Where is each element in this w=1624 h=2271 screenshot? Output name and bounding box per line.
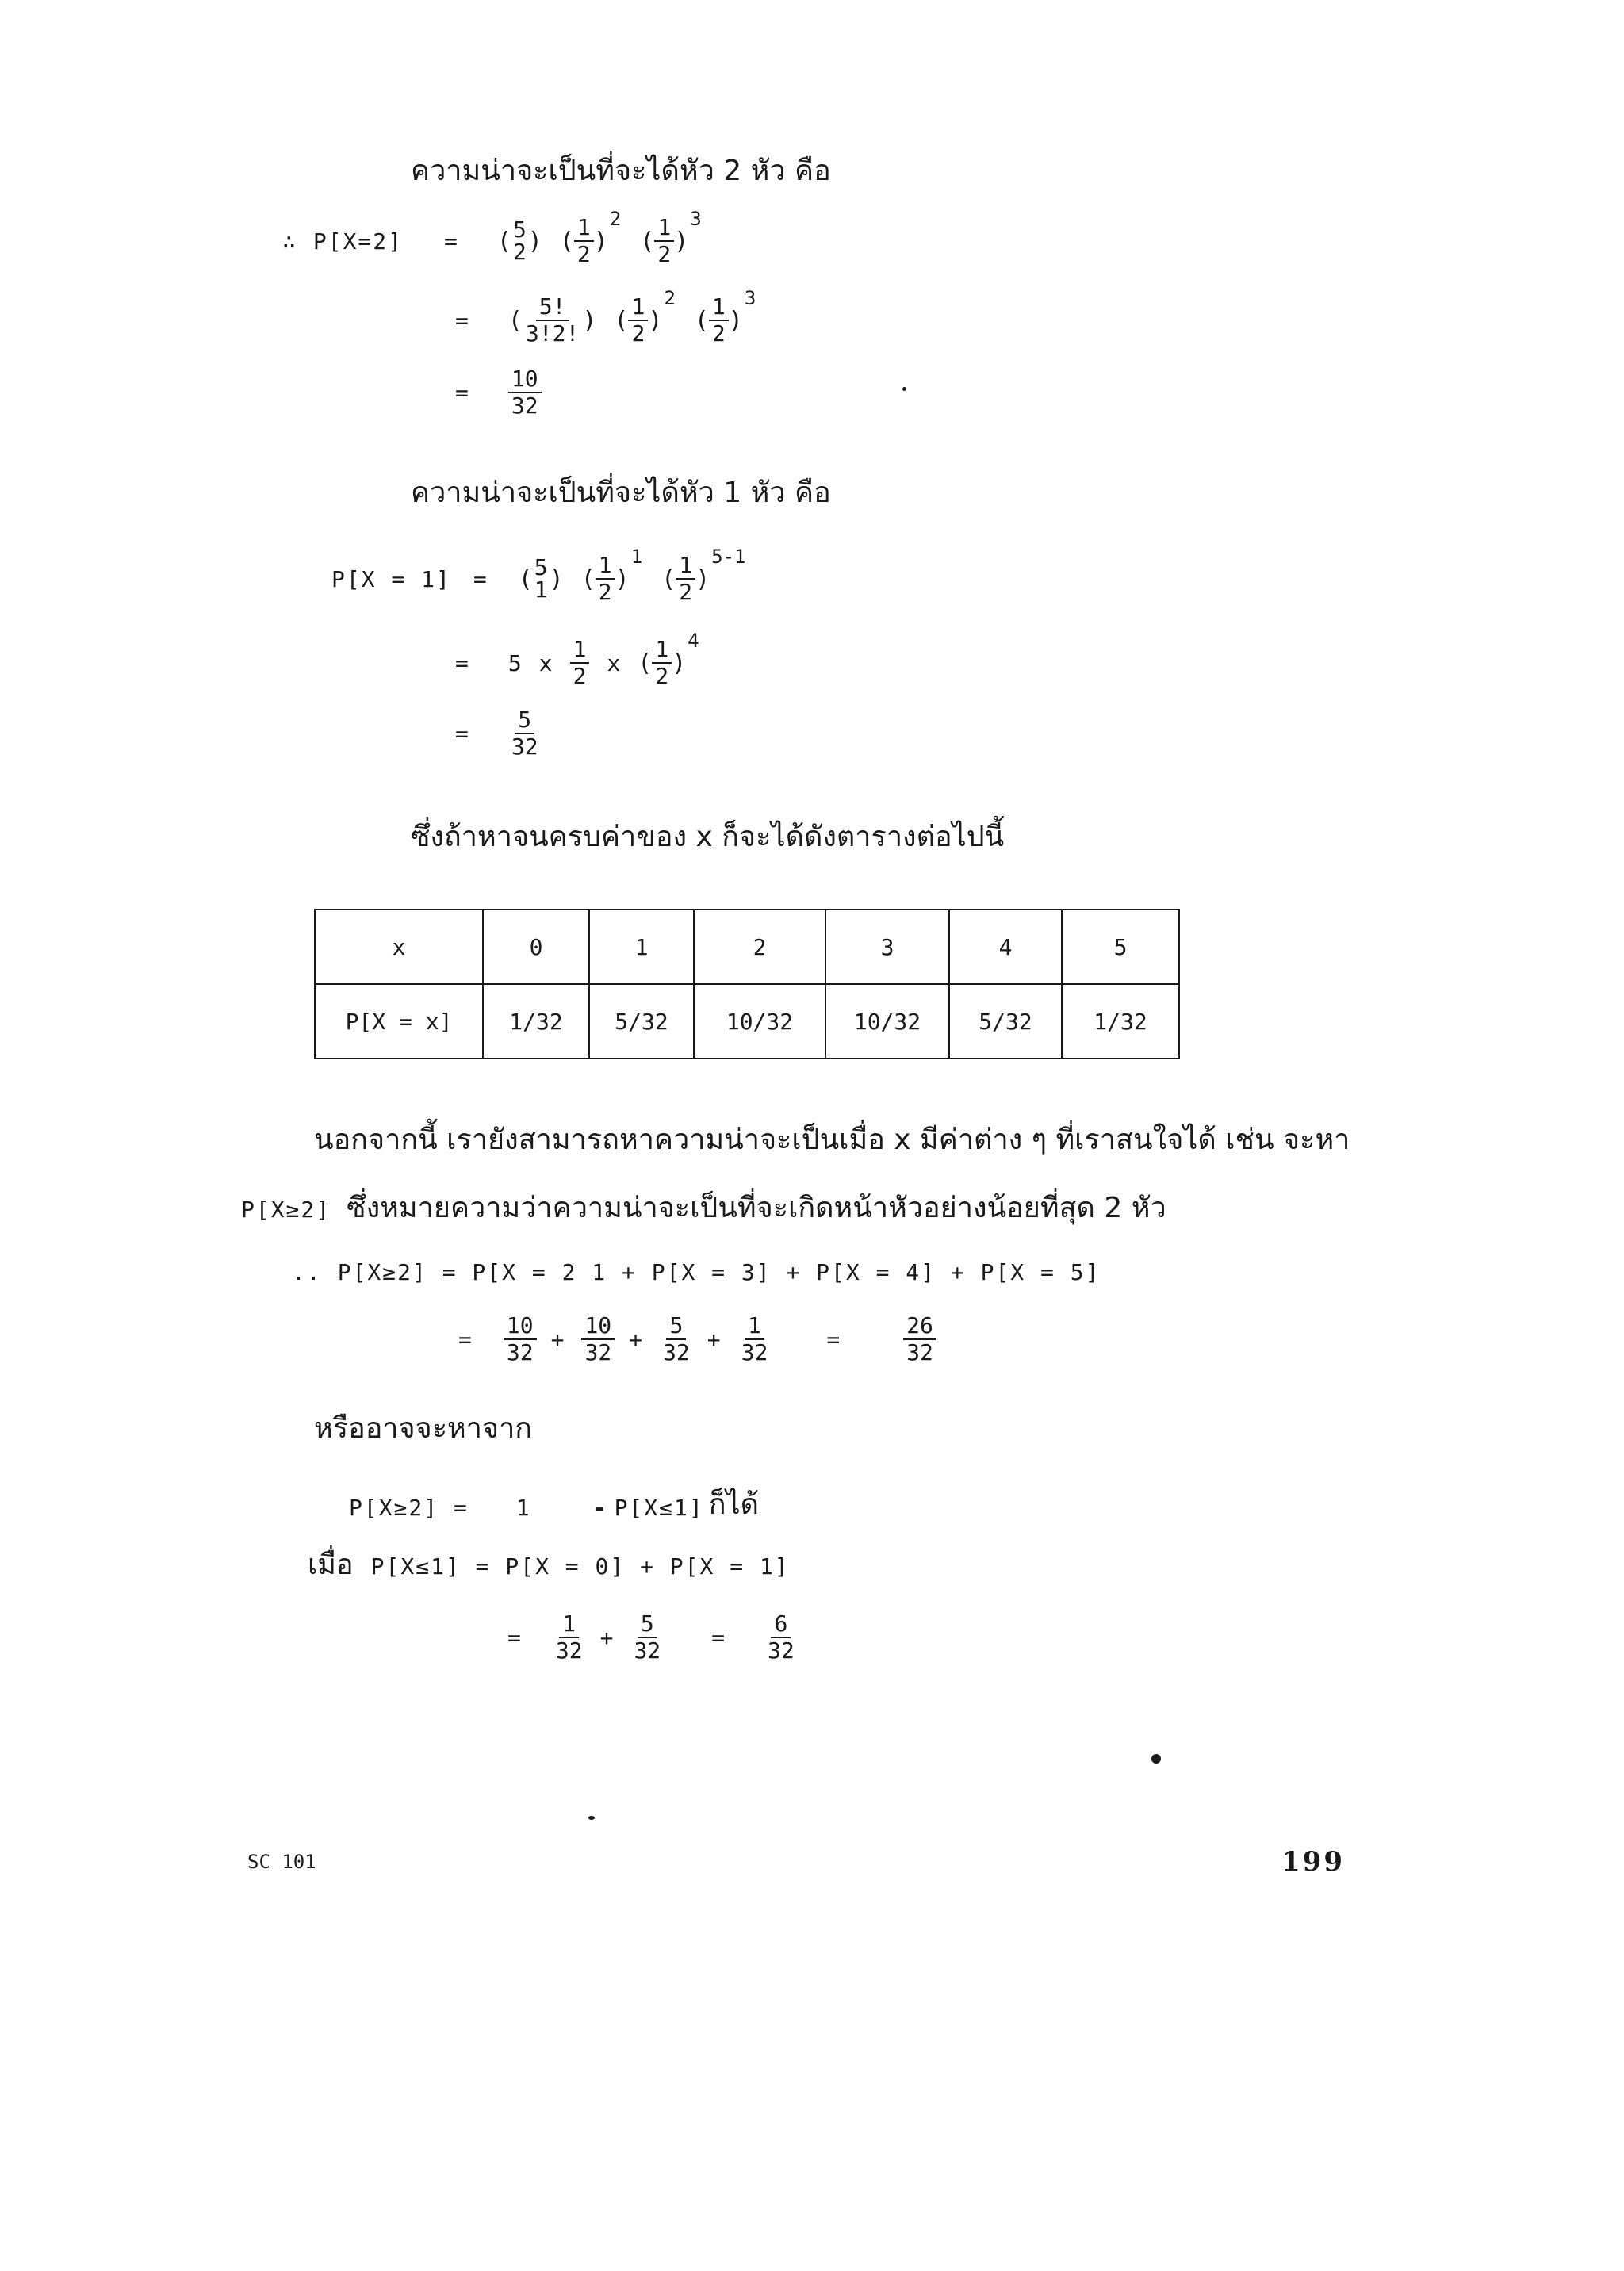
table-cell: 5/32 xyxy=(589,984,694,1059)
table-cell: 10/32 xyxy=(694,984,825,1059)
table-cell: 4 xyxy=(949,910,1062,984)
eq-sign: = xyxy=(444,228,458,255)
binomial-coefficient: 5 2 xyxy=(512,216,527,265)
text-line-heads-1: ความน่าจะเป็นที่จะได้หัว 1 หัว คือ xyxy=(411,477,831,509)
fraction: $\frac{5}{32}$ xyxy=(663,1312,690,1365)
fraction: $\frac{1}{32}$ xyxy=(741,1312,768,1365)
fraction-half: $\frac{1}{2}$ xyxy=(652,638,672,687)
fraction: $\frac{10}{32}$ xyxy=(504,1315,537,1364)
table-cell: 1/32 xyxy=(1062,984,1179,1059)
binomial-coefficient: 5 1 xyxy=(534,554,548,603)
equation-result-5-32: = $\frac{5}{32}$ xyxy=(455,709,542,758)
paragraph-line-2: P[X≥2] ซึ่งหมายความว่าความน่าจะเป็นที่จะเกิดหน้าหัวอย่างน้อยที่สุด 2 หัว xyxy=(241,1192,1166,1224)
scan-speck xyxy=(588,1816,595,1820)
fraction-half: $\frac{1}{2}$ xyxy=(570,638,590,687)
table-cell: 1 xyxy=(589,910,694,984)
equation-p-x-2: ∴ P[X=2] = ( 5 2 ) ( $\frac{1}{2}$ )2( $\frac{1}{2}$ )3 xyxy=(282,208,702,267)
fraction-half: $\frac{1}{2}$ xyxy=(596,554,615,603)
fraction-half: $\frac{1}{2}$ xyxy=(654,216,674,266)
equation-p-x-1: P[X = 1] = ( 5 1 ) ( $\frac{1}{2}$ )1( $\frac{1}{2}$ )5-1 xyxy=(331,546,746,605)
fraction-result: $\frac{5}{32}$ xyxy=(511,707,538,760)
table-cell: 5 xyxy=(1062,910,1179,984)
eq-lhs: P[X=2] xyxy=(312,228,404,255)
fraction-half: $\frac{1}{2}$ xyxy=(676,554,695,603)
scan-speck xyxy=(902,387,906,391)
equation-complement-result: = $\frac{1}{32}$ + $\frac{5}{32}$ = $\frac{6}{32}$ xyxy=(508,1613,798,1662)
probability-table xyxy=(314,909,1180,1059)
equation-expanded: = 5 x $\frac{1}{2}$ x ( $\frac{1}{2}$ )4 xyxy=(455,630,699,689)
fraction-half: $\frac{1}{2}$ xyxy=(628,296,648,345)
page-number: 199 xyxy=(1281,1846,1345,1878)
table-cell: 10/32 xyxy=(825,984,949,1059)
table-row xyxy=(315,910,1179,984)
fraction-half: $\frac{1}{2}$ xyxy=(574,216,594,266)
fraction: $\frac{5}{32}$ xyxy=(634,1610,661,1664)
fraction-half: $\frac{1}{2}$ xyxy=(709,296,729,345)
equation-where: เมื่อ P[X≤1] = P[X = 0] + P[X = 1] xyxy=(308,1549,790,1581)
table-cell: 0 xyxy=(483,910,589,984)
equation-result-10-32: = $\frac{10}{32}$ xyxy=(455,368,542,417)
table-row-label: P[X = x] xyxy=(315,984,483,1059)
table-cell: 1/32 xyxy=(483,984,589,1059)
text-line-table-intro: ซึ่งถ้าหาจนครบค่าของ x ก็จะได้ดังตารางต่อไปนี้ xyxy=(411,821,1005,853)
scan-speck xyxy=(1151,1754,1161,1764)
fraction: $\frac{1}{32}$ xyxy=(555,1610,583,1664)
paragraph-line-1: นอกจากนี้ เรายังสามารถหาความน่าจะเป็นเมื่อ x มีค่าต่าง ๆ ที่เราสนใจได้ เช่น จะหา xyxy=(314,1124,1350,1156)
course-code: SC 101 xyxy=(247,1851,316,1873)
text-line-heads-2: ความน่าจะเป็นที่จะได้หัว 2 หัว คือ xyxy=(411,155,831,187)
equation-complement: P[X≥2] = 1 - P[X≤1] ก็ได้ xyxy=(349,1488,760,1521)
table-cell: 2 xyxy=(694,910,825,984)
table-cell: 3 xyxy=(825,910,949,984)
fraction-result: $\frac{10}{32}$ xyxy=(508,368,542,417)
text-line-alternative: หรืออาจจะหาจาก xyxy=(314,1412,533,1445)
fraction-result: $\frac{26}{32}$ xyxy=(903,1315,936,1364)
table-header-x: x xyxy=(315,910,483,984)
fraction-factorial: $\frac{5!}{3!2!}$ xyxy=(525,293,580,347)
table-row xyxy=(315,984,1179,1059)
equation-factorial: = ( $\frac{5!}{3!2!}$ ) ( $\frac{1}{2}$ )2( $\frac{1}{2}$ )3 xyxy=(455,287,756,347)
equation-sum: .. P[X≥2] = P[X = 2 1 + P[X = 3] + P[X = 4] + P[X = 5] xyxy=(292,1259,1101,1285)
table-cell: 5/32 xyxy=(949,984,1062,1059)
fraction-result: $\frac{6}{32}$ xyxy=(768,1610,795,1664)
fraction: $\frac{10}{32}$ xyxy=(581,1315,615,1364)
therefore-symbol: ∴ xyxy=(282,228,296,255)
equation-sum-result: = $\frac{10}{32}$ + $\frac{10}{32}$ + $\frac{5}{32}$ + $\frac{1}{32}$ = $\frac{26}{32}$ xyxy=(458,1315,936,1364)
